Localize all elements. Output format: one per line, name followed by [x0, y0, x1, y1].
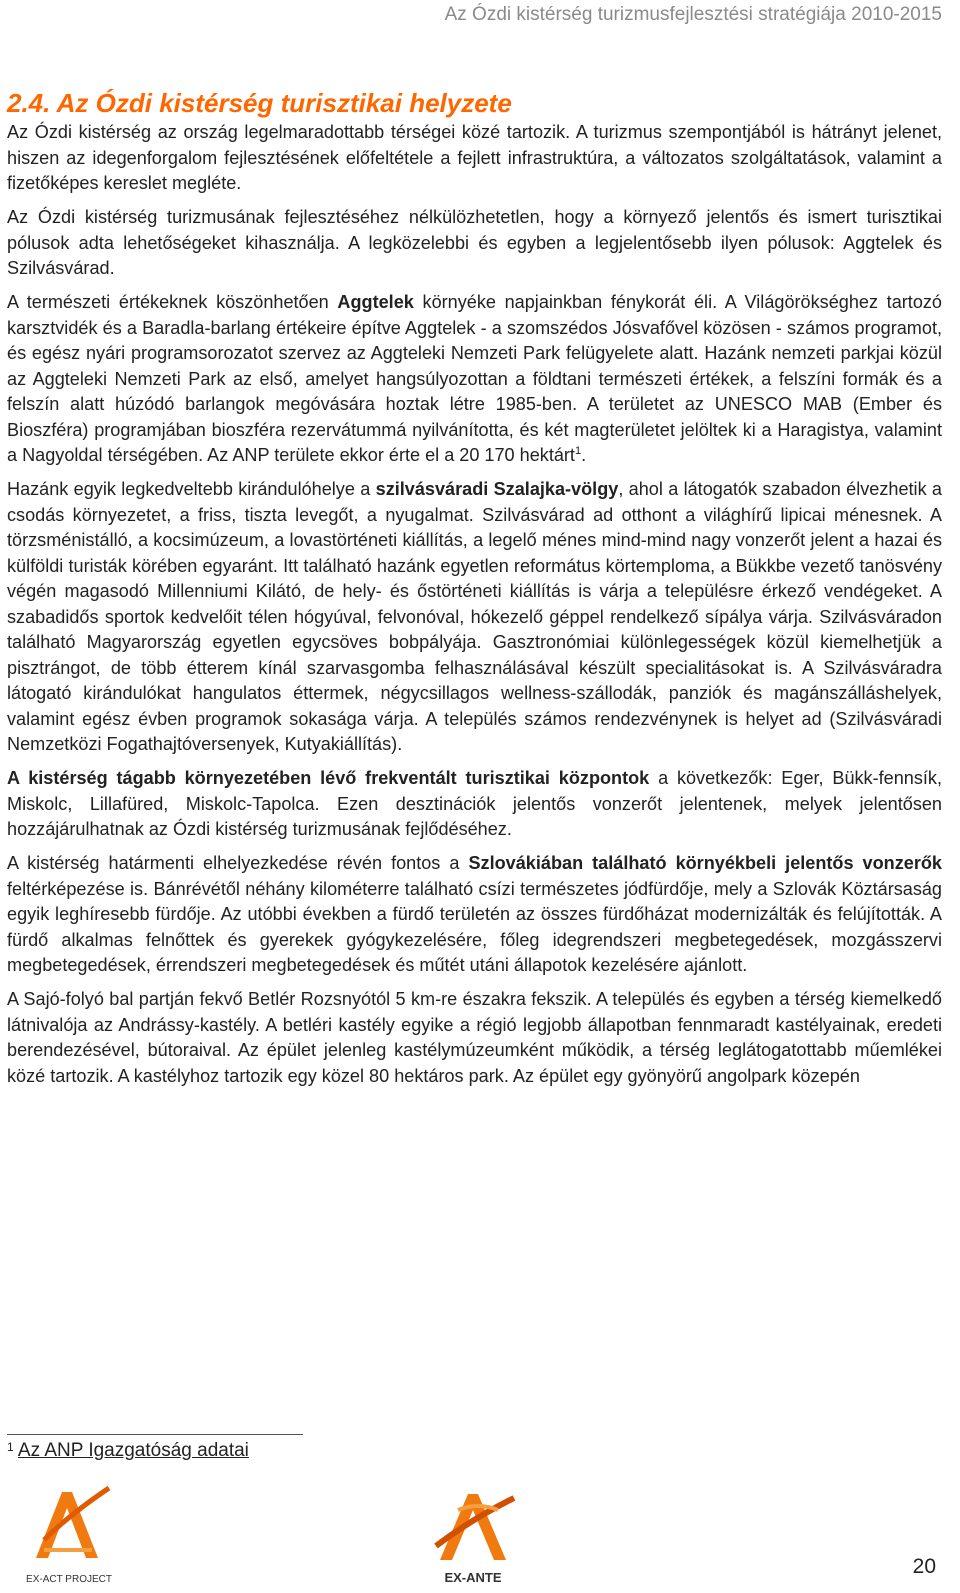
footnote-link[interactable]: Az ANP Igazgatóság adatai — [17, 1440, 249, 1461]
paragraph-6 — [7, 851, 942, 979]
ex-act-project-logo — [14, 1480, 124, 1588]
footnote-divider — [7, 1434, 303, 1435]
p6-text-a: A kistérség határmenti elhelyezkedése révén fontos a — [7, 853, 469, 873]
paragraph-3 — [7, 290, 942, 469]
p5-bold: A kistérség tágabb környezetében lévő frekventált turisztikai központok — [7, 768, 650, 788]
section-title: Az Ózdi kistérség turisztikai helyzete — [56, 88, 512, 118]
section-number: 2.4. — [7, 88, 51, 118]
footnote — [7, 1440, 249, 1462]
paragraph-2: Az Ózdi kistérség turizmusának fejlesztéséhez nélkülözhetetlen, hogy a környező jelentős és ismert turisztikai pólusok adta lehetőségeket kihasználja. A legközelebbi és egyben a legjelentősebb ilyen pólusok: Aggtelek és Szilvásvárad. — [7, 207, 942, 278]
p4-text-b: , ahol a látogatók szabadon élvezhetik a csodás környezetet, a friss, tiszta levegőt, a nyugalmat. Szilvásvárad ad otthont a világhírű lipicai ménesnek. A törzsménistálló, a kocsimúzeum, a lovastörténeti kiállítás, a legelő ménes mind-mind nagy vonzerőt jelent a hazai és külföldi turisták körében egyaránt. Itt található hazánk egyetlen református körtemploma, a Bükkbe vezető tanösvény végén magasodó Millenniumi Kilátó, de hely- és őstörténeti kiállítás is várja a településre érkező vendégeket. A szabadidős sportok kedvelőit télen hógyúval, felvonóval, hókezelő géppel rendelkező sípálya várja. Szilvásváradon található Magyarország egyetlen egycsöves bobpályája. Gasztronómiai különlegességek közül kiemelhetjük a pisztrángot, de több étterem kínál szarvasgomba felhasználásával készült specialitásokat is. A Szilvásváradra látogató kirándulókat hangulatos éttermek, négycsillagos wellness-szállodák, panziók és magánszálláshelyek, valamint egész évben programok sokasága várja. A település számos rendezvénynek is helyet ad (Szilvásváradi Nemzetközi Fogathajtóversenyek, Kutyakiállítás). — [7, 479, 942, 754]
p3-bold: Aggtelek — [337, 292, 414, 312]
logo-center-caption: EX-ANTE — [444, 1570, 502, 1585]
p6-text-b: feltérképezése is. Bánrévétől néhány kilométerre található csízi természetes jódfürdője, mely a Szlovák Köztársaság egyik leghíresebb fürdője. Az utóbbi években a fürdő területén az összes fürdőházat modernizálták és felújították. A fürdő alkalmas felnőttek és gyerekek gyógykezelésére, főleg idegrendszeri megbetegedések, mozgásszervi megbetegedések, érrendszeri megbetegedések és műtét utáni állapotok kezelésére ajánlott. — [7, 878, 942, 975]
p6-bold: Szlovákiában található környékbeli jelentős vonzerők — [468, 853, 942, 873]
p3-text-a: A természeti értékeknek köszönhetően — [7, 292, 338, 312]
paragraph-5 — [7, 766, 942, 843]
p5-text-b: a következők: Eger, Bükk-fennsík, Miskolc, Lillafüred, Miskolc-Tapolca. Ezen desztinációk jelentős vonzerőt jelentenek, melyek jelentősen hozzájárulhatnak az Ózdi kistérség turizmusának fejlődéséhez. — [7, 768, 942, 839]
body-text — [7, 120, 942, 1098]
section-heading — [7, 88, 512, 119]
p3-end: . — [581, 445, 587, 465]
page-number: 20 — [912, 1555, 936, 1578]
paragraph-4 — [7, 477, 942, 758]
paragraph-7: A Sajó-folyó bal partján fekvő Betlér Rozsnyótól 5 km-re északra fekszik. A település és egyben a térség kiemelkedő látnivalója az Andrássy-kastély. A betléri kastély egyike a régió legjobb állapotban fennmaradt kastélyainak, eredeti berendezésével, bútoraival. Az épület jelenleg kastélymúzeumként működik, a térség leglátogatottabb műemlékei közé tartozik. A kastélyhoz tartozik egy közel 80 hektáros park. Az épület egy gyönyörű angolpark közepén — [7, 989, 942, 1086]
p4-bold: szilvásváradi Szalajka-völgy — [375, 479, 619, 499]
ex-ante-logo — [418, 1480, 528, 1588]
footnote-number: 1 — [7, 1440, 14, 1454]
p3-text-b: környéke napjainkban fénykorát éli. A Világörökséghez tartozó karsztvidék és a Baradla-barlang értékeire építve Aggtelek - a szomszédos Jósvafővel közösen - számos programot, és egész nyári programsorozatot szervez az Aggteleki Nemzeti Park felügyelete alatt. Hazánk nemzeti parkjai közül az Aggteleki Nemzeti Park az első, amelyet hangsúlyozottan a földtani természeti értékek, a felszíni formák és a felszín alatt húzódó barlangok megóvására hoztak létre 1985-ben. A területet az UNESCO MAB (Ember és Bioszféra) programjában bioszféra rezervátummá nyilvánította, és két magterületet jelöltek ki a Haragistya, valamint a Nagyoldal térségében. Az ANP területe ekkor érte el a 20 170 hektárt — [7, 292, 942, 465]
footnote-ref[interactable]: 1 — [574, 444, 582, 457]
logo-left-caption: EX-ACT PROJECT — [26, 1574, 112, 1585]
p4-text-a: Hazánk egyik legkedveltebb kirándulóhelye a — [7, 479, 376, 499]
paragraph-1: Az Ózdi kistérség az ország legelmaradottabb térségei közé tartozik. A turizmus szempontjából is hátrányt jelenet, hiszen az idegenforgalom fejlesztésének előfeltétele a fejlett infrastruktúra, a változatos szolgáltatások, valamint a fizetőképes kereslet megléte. — [7, 122, 942, 193]
running-header: Az Ózdi kistérség turizmusfejlesztési stratégiája 2010-2015 — [444, 4, 942, 25]
